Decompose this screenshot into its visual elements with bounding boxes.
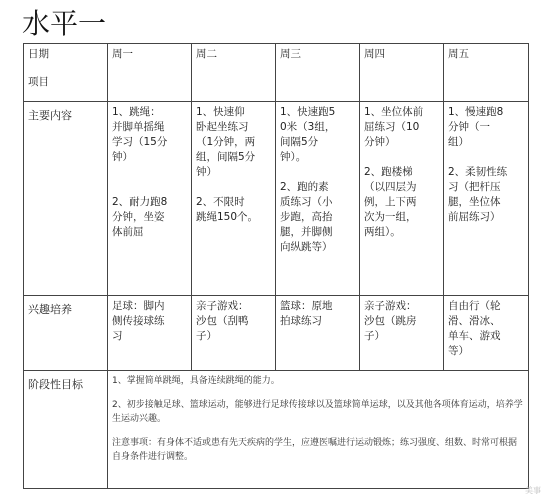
row-label-main: 主要内容 <box>24 102 108 296</box>
interest-cell-fri: 自由行（轮 滑、滑冰、 单车、游戏 等） <box>444 296 529 371</box>
header-row <box>24 44 529 102</box>
day-header-wed: 周三 <box>276 44 360 102</box>
main-cell-mon: 1、跳绳： 并脚单摇绳 学习（15分 钟） 2、耐力跑8 分钟，坐姿 体前屈 <box>108 102 192 296</box>
interest-cell-thu: 亲子游戏： 沙包（跳房 子） <box>360 296 444 371</box>
day-header-tue: 周二 <box>192 44 276 102</box>
corner-item-label: 项目 <box>28 76 49 88</box>
corner-cell <box>24 44 108 102</box>
day-header-fri: 周五 <box>444 44 529 102</box>
training-schedule-table <box>23 43 529 489</box>
goal-item-1: 1、掌握简单跳绳，具备连续跳绳的能力。 <box>112 376 280 386</box>
main-cell-wed: 1、快速跑5 0米（3组， 间隔5分 钟）。 2、跑的素 质练习（小 步跑，高抬 腿，并脚侧 向纵跳等） <box>276 102 360 296</box>
goal-notes: 注意事项：有身体不适或患有先天疾病的学生，应遵医嘱进行运动锻炼；练习强度、组数、时常可根据自身条件进行调整。 <box>112 438 518 462</box>
day-header-mon: 周一 <box>108 44 192 102</box>
goal-item-2: 2、初步接触足球、篮球运动，能够进行足球传接球以及篮球简单运球，以及其他各项体育运动，培养学生运动兴趣。 <box>112 400 523 424</box>
corner-date-label: 日期 <box>28 48 49 60</box>
watermark: 美事 <box>525 486 541 495</box>
main-content-row <box>24 102 529 296</box>
day-header-thu: 周四 <box>360 44 444 102</box>
goals-row <box>24 371 529 489</box>
goals-cell <box>108 371 529 489</box>
interest-row <box>24 296 529 371</box>
interest-cell-wed: 篮球：原地 拍球练习 <box>276 296 360 371</box>
interest-cell-mon: 足球：脚内 侧传接球练 习 <box>108 296 192 371</box>
row-label-goals: 阶段性目标 <box>24 371 108 489</box>
interest-cell-tue: 亲子游戏： 沙包（刮鸭 子） <box>192 296 276 371</box>
main-cell-fri: 1、慢速跑8 分钟（一 组） 2、柔韧性练 习（把杆压 腿，坐位体 前屈练习） <box>444 102 529 296</box>
main-cell-thu: 1、坐位体前 屈练习（10 分钟） 2、跑楼梯 （以四层为 例，上下两 次为一组， 两组）。 <box>360 102 444 296</box>
row-label-interest: 兴趣培养 <box>24 296 108 371</box>
page-title: 水平一 <box>22 7 107 40</box>
main-cell-tue: 1、快速仰 卧起坐练习 （1分钟，两 组，间隔5分 钟） 2、不限时 跳绳150个。 <box>192 102 276 296</box>
